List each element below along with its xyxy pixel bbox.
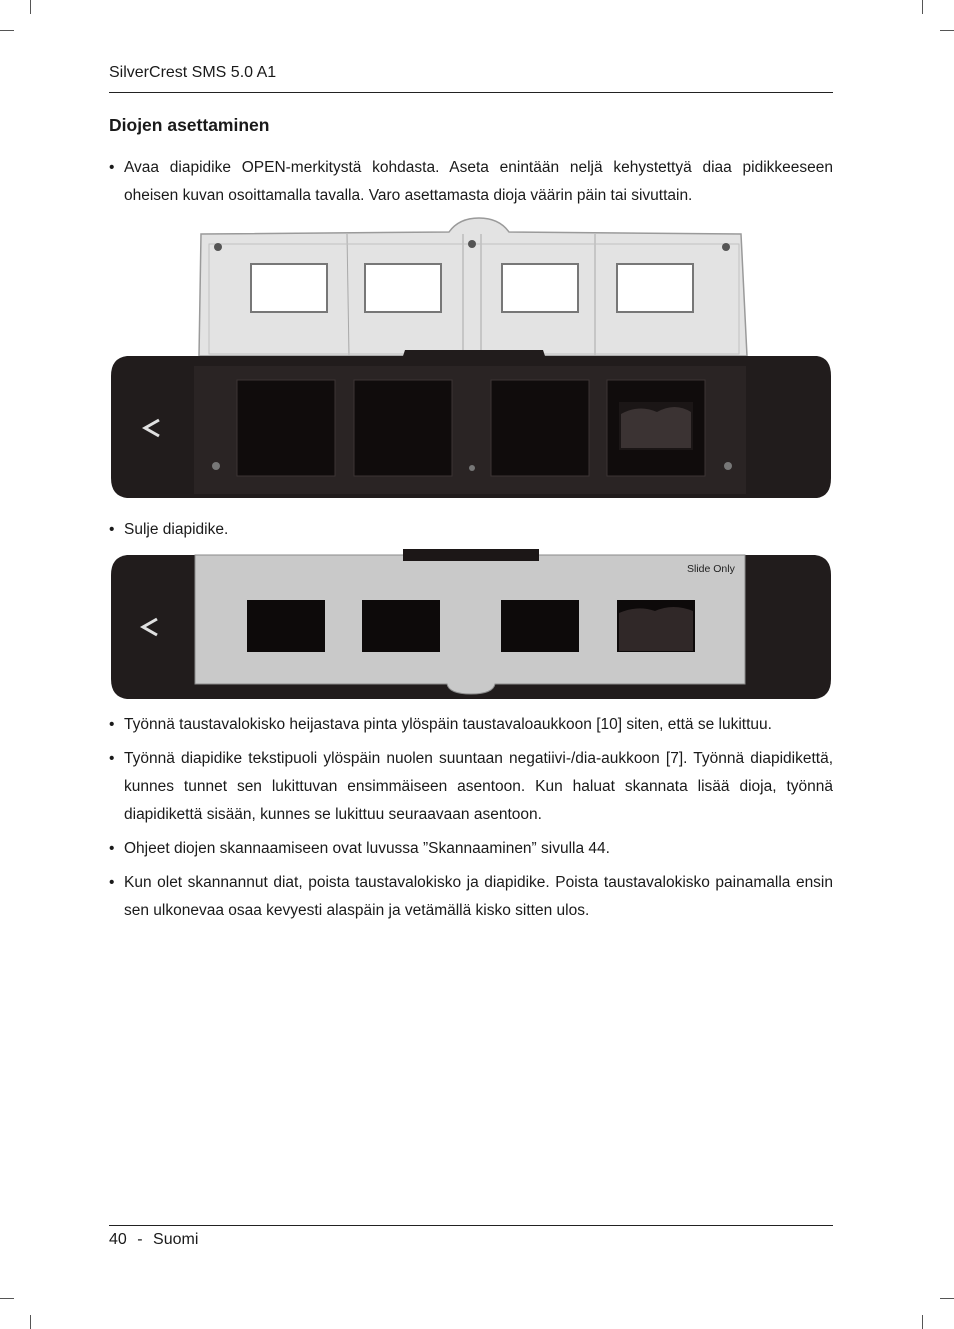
page-number: 40: [109, 1231, 127, 1248]
lid-window: [617, 264, 693, 312]
bullet-dot: •: [109, 874, 115, 891]
crop-mark: [922, 1315, 923, 1329]
crop-mark: [30, 0, 31, 14]
crop-mark: [940, 1298, 954, 1299]
footer-rule: [109, 1225, 833, 1226]
slide-frame: [237, 380, 335, 476]
bullet-backlight-rail: • Työnnä taustavalokisko heijastava pinta ylöspäin taustavaloaukkoon [10] siten, että se lukittuu.: [109, 711, 833, 739]
section-title: Diojen asettaminen: [109, 115, 270, 135]
bullet-open-holder: • Avaa diapidike OPEN-merkitystä kohdasta. Aseta enintään neljä kehystettyä diaa pidikkeeseen oheisen kuvan osoittamalla tavalla. Varo asettamasta dioja väärin päin tai sivuttain.: [109, 154, 833, 210]
page-footer: [109, 1231, 198, 1249]
bullet-dot: •: [109, 521, 115, 538]
slide-frame: [354, 380, 452, 476]
lid-window: [365, 264, 441, 312]
crop-mark: [922, 0, 923, 14]
bullet-remove: • Kun olet skannannut diat, poista taustavalokisko ja diapidike. Poista taustavalokisko painamalla ensin sen ulkonevaa osaa kevyesti alaspäin ja vetämällä kisko sitten ulos.: [109, 869, 833, 925]
figure-open-slide-holder: [109, 216, 835, 502]
lid-window: [251, 264, 327, 312]
bullet-dot: •: [109, 840, 115, 857]
bullet-close-holder: • Sulje diapidike.: [109, 516, 833, 544]
crop-mark: [0, 30, 14, 31]
crop-mark: [0, 1298, 14, 1299]
lid-window: [502, 264, 578, 312]
bullet-scanning-reference: • Ohjeet diojen skannaamiseen ovat luvussa ”Skannaaminen” sivulla 44.: [109, 835, 833, 863]
header-rule: [109, 92, 833, 93]
bullet-dot: •: [109, 716, 115, 733]
slide-only-label: Slide Only: [687, 563, 735, 575]
figure-closed-slide-holder: [109, 549, 835, 700]
slide-frame: [491, 380, 589, 476]
crop-mark: [30, 1315, 31, 1329]
footer-language: Suomi: [153, 1231, 199, 1248]
running-header: SilverCrest SMS 5.0 A1: [109, 64, 277, 81]
footer-separator: -: [137, 1231, 143, 1248]
bullet-dot: •: [109, 159, 115, 176]
crop-mark: [940, 30, 954, 31]
slide-window: [362, 600, 440, 652]
bullet-dot: •: [109, 750, 115, 767]
bullet-push-holder: • Työnnä diapidike tekstipuoli ylöspäin nuolen suuntaan negatiivi-/dia-aukkoon [7]. Työnnä diapidikettä, kunnes tunnet sen lukittuvan ensimmäiseen asentoon. Kun haluat skannata lisää dioja, työnnä diapidikettä sisään, kunnes se lukittuu seuraavaan asentoon.: [109, 745, 833, 829]
slide-window: [247, 600, 325, 652]
slide-window: [501, 600, 579, 652]
